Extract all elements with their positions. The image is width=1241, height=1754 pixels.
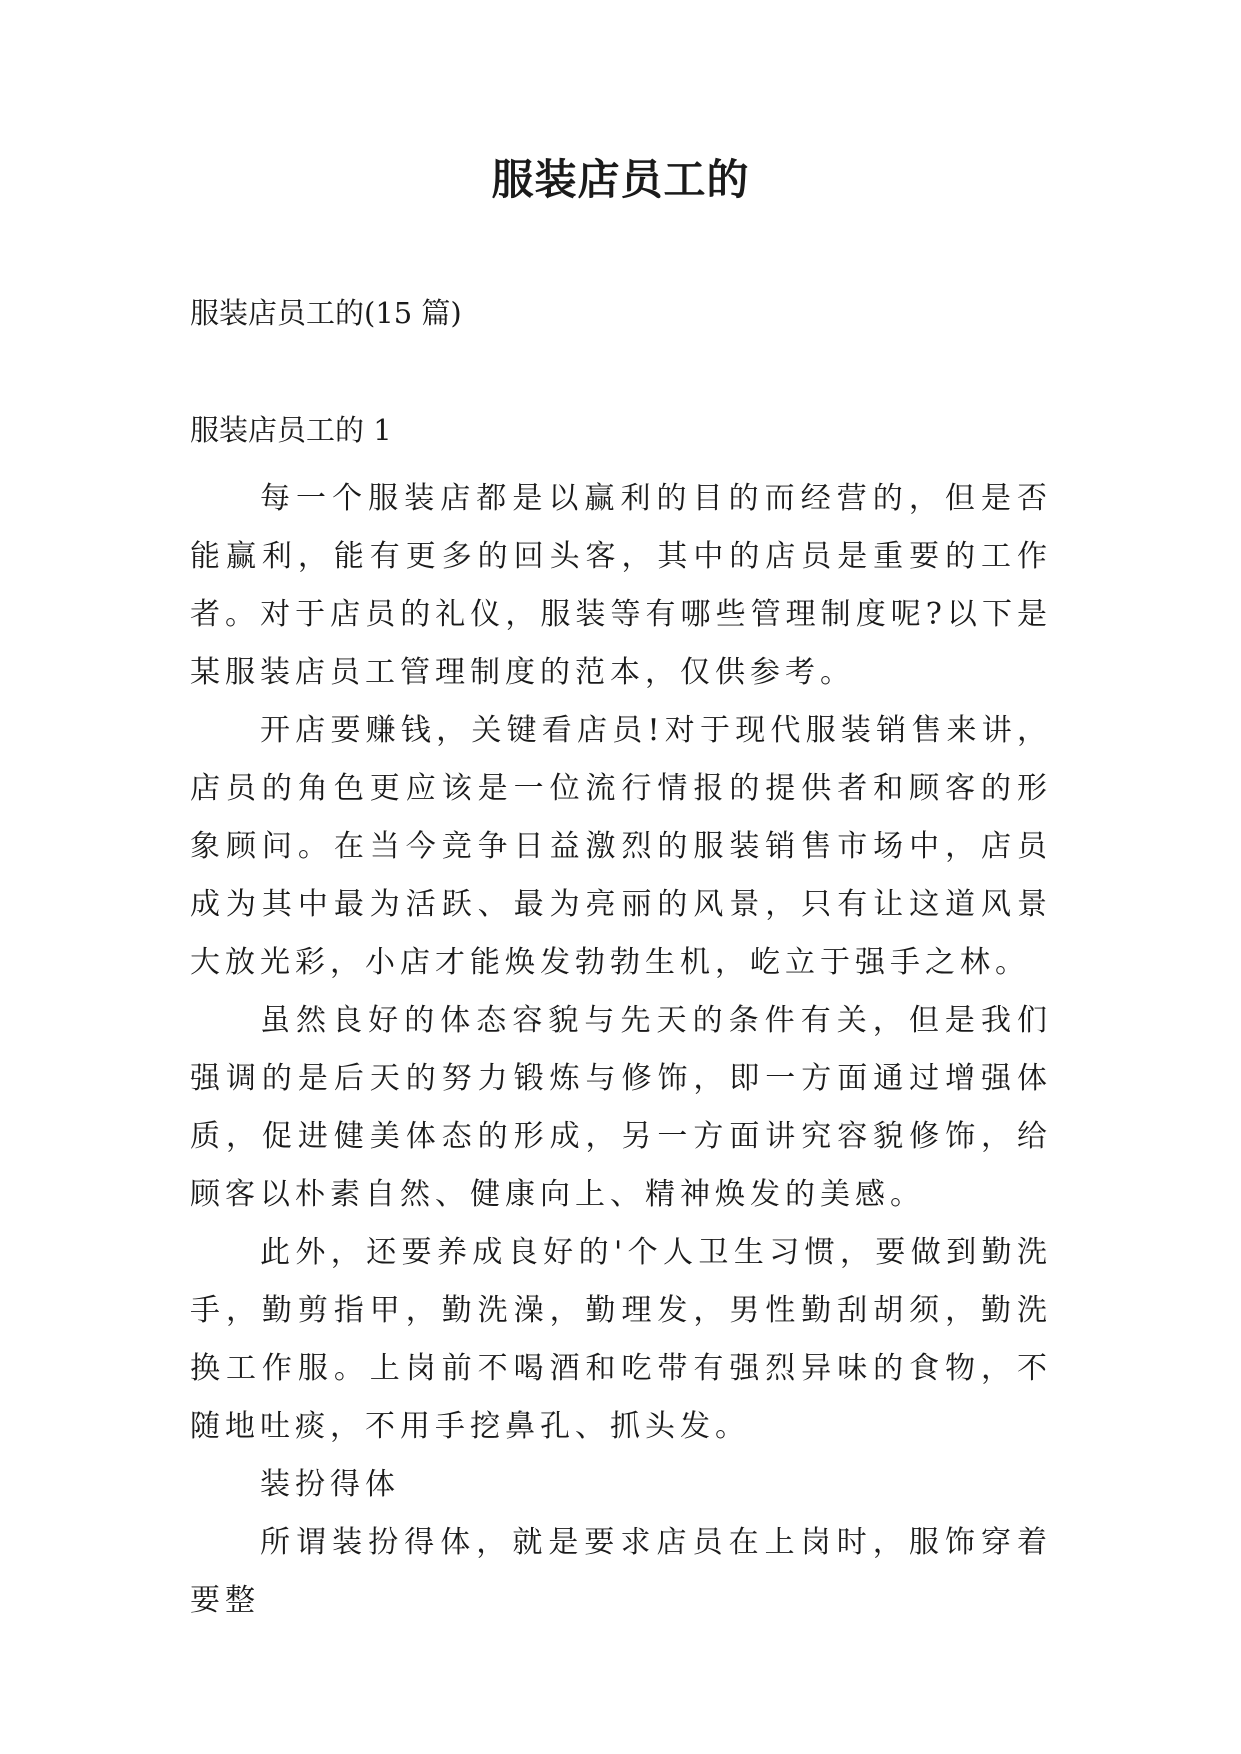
- section-heading: 服装店员工的 1: [190, 413, 392, 447]
- paragraph: 每一个服装店都是以赢利的目的而经营的，但是否能赢利，能有更多的回头客，其中的店员是重要的工作者。对于店员的礼仪，服装等有哪些管理制度呢?以下是某服装店员工管理制度的范本，仅供参考。: [190, 481, 1052, 690]
- paragraph: 开店要赚钱，关键看店员!对于现代服装销售来讲，店员的角色更应该是一位流行情报的提供者和顾客的形象顾问。在当今竞争日益激烈的服装销售市场中，店员成为其中最为活跃、最为亮丽的风景，只有让这道风景大放光彩，小店才能焕发勃勃生机，屹立于强手之林。: [190, 713, 1052, 980]
- paragraph: 此外，还要养成良好的'个人卫生习惯，要做到勤洗手，勤剪指甲，勤洗澡，勤理发，男性勤刮胡须，勤洗换工作服。上岗前不喝酒和吃带有强烈异味的食物，不随地吐痰，不用手挖鼻孔、抓头发。: [190, 1235, 1052, 1444]
- paragraph: 所谓装扮得体，就是要求店员在上岗时，服饰穿着要整: [190, 1525, 1052, 1618]
- body-text: [190, 470, 1052, 1630]
- document-title: 服装店员工的: [491, 155, 750, 204]
- subheading-paragraph: 装扮得体: [260, 1467, 400, 1502]
- paragraph: 虽然良好的体态容貌与先天的条件有关，但是我们强调的是后天的努力锻炼与修饰，即一方面通过增强体质，促进健美体态的形成，另一方面讲究容貌修饰，给顾客以朴素自然、健康向上、精神焕发的美感。: [190, 1003, 1052, 1212]
- document-subtitle: 服装店员工的(15 篇): [190, 296, 462, 330]
